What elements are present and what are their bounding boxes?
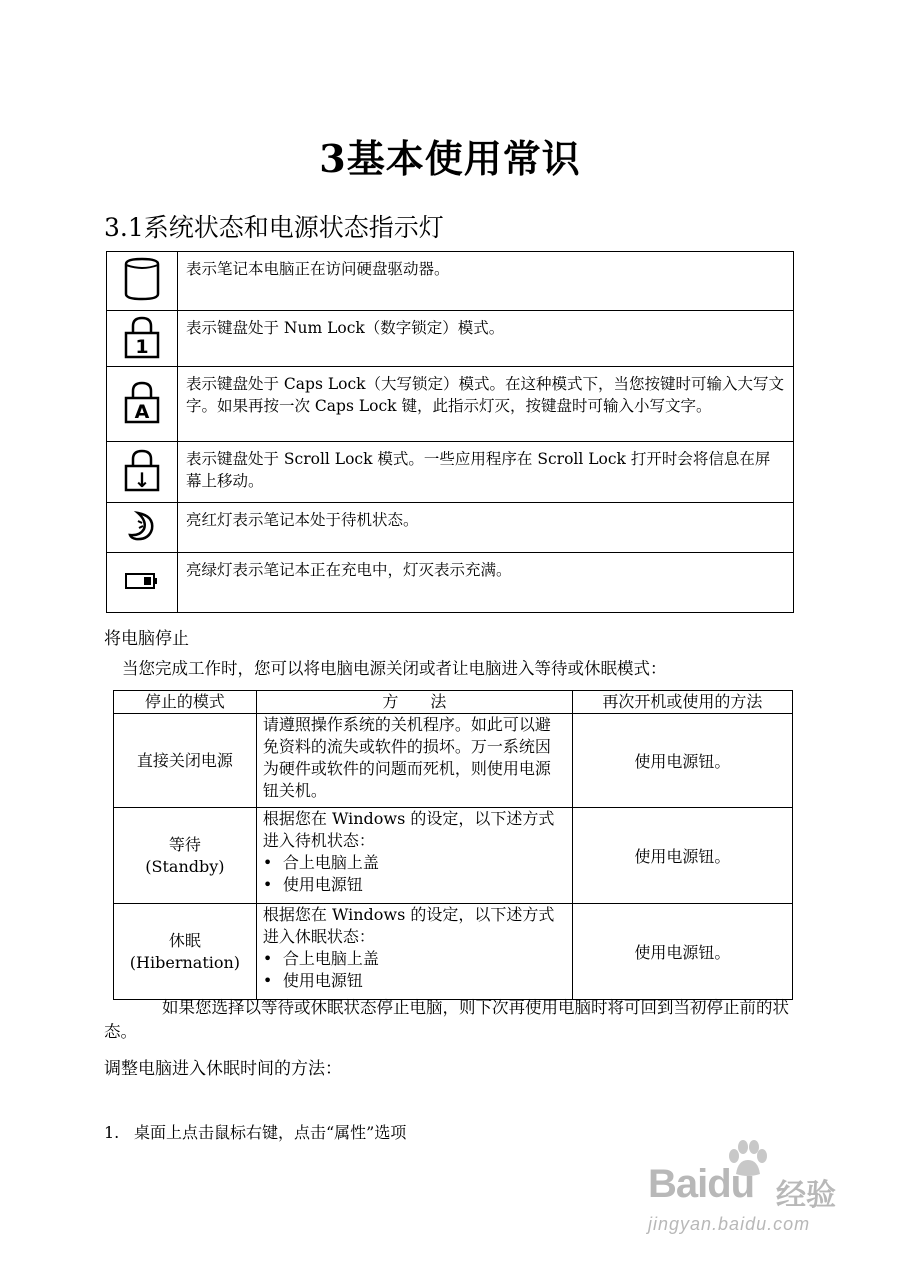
mode-name-en: (Hibernation): [129, 952, 241, 972]
num-lock-icon: [122, 314, 162, 360]
resume-cell: 使用电源钮。: [572, 714, 792, 808]
list-item: [263, 852, 566, 874]
mode-cell: [114, 808, 257, 904]
resume-cell: 使用电源钮。: [572, 904, 792, 1000]
step-number: 1.: [104, 1123, 120, 1142]
list-item: [263, 948, 566, 970]
header-method: 方 法: [256, 691, 572, 714]
indicator-row: [107, 442, 794, 503]
bullet-icon: •: [262, 949, 273, 968]
watermark-brand: Baidu: [648, 1162, 755, 1206]
mode-table: [113, 690, 793, 1000]
indicator-text: 表示键盘处于 Num Lock（数字锁定）模式。: [178, 311, 794, 367]
hibernate-heading: 调整电脑进入休眠时间的方法：: [104, 1059, 342, 1079]
standby-moon-icon: [124, 508, 160, 544]
mode-name: 休眠: [168, 930, 201, 950]
indicator-row: [107, 503, 794, 553]
watermark-url: jingyan.baidu.com: [648, 1214, 811, 1234]
indicator-text: 表示键盘处于 Scroll Lock 模式。一些应用程序在 Scroll Lock 打开时会将信息在屏幕上移动。: [178, 442, 794, 503]
indicator-table: [106, 251, 794, 613]
scroll-lock-icon-label: ↓: [133, 468, 151, 492]
header-mode: 停止的模式: [114, 691, 257, 714]
bullet-text: 使用电源钮: [282, 971, 363, 990]
stop-heading: 将电脑停止: [104, 629, 189, 649]
method-cell: [256, 808, 572, 904]
indicator-row: [107, 553, 794, 613]
list-item: [104, 1120, 406, 1143]
indicator-icon-cell: [107, 442, 178, 503]
section-heading: 3.1系统状态和电源状态指示灯: [104, 213, 444, 242]
scroll-lock-icon: [122, 447, 162, 493]
table-row: [114, 808, 793, 904]
bullet-text: 合上电脑上盖: [282, 853, 379, 872]
mode-name: 等待: [168, 834, 201, 854]
indicator-icon-cell: [107, 311, 178, 367]
method-text: 请遵照操作系统的关机程序。如此可以避免资料的流失或软件的损坏。万一系统因为硬件或软件的问题而死机，则使用电源钮关机。: [262, 715, 551, 800]
caps-lock-icon: [122, 379, 162, 425]
indicator-text: 亮绿灯表示笔记本正在充电中，灯灭表示充满。: [178, 553, 794, 613]
hdd-icon: [122, 256, 162, 302]
indicator-icon-cell: [107, 367, 178, 442]
indicator-icon-cell: [107, 553, 178, 613]
step-text: 桌面上点击鼠标右键，点击“属性”选项: [134, 1123, 407, 1142]
watermark-cn: 经验: [776, 1178, 836, 1213]
page-title: 3基本使用常识: [319, 136, 581, 181]
stop-intro: 当您完成工作时，您可以将电脑电源关闭或者让电脑进入等待或休眠模式：: [122, 659, 667, 678]
bullet-icon: •: [262, 853, 273, 872]
mode-table-header: [114, 691, 793, 714]
method-cell: [256, 904, 572, 1000]
bullet-text: 使用电源钮: [282, 875, 363, 894]
indicator-text: 表示键盘处于 Caps Lock（大写锁定）模式。在这种模式下，当您按键时可输入大写文字。如果再按一次 Caps Lock 键，此指示灯灭，按键盘时可输入小写文字。: [178, 367, 794, 442]
battery-icon: [124, 571, 160, 591]
after-text: 如果您选择以等待或休眠状态停止电脑，则下次再使用电脑时将可回到当初停止前的状态。: [104, 998, 789, 1041]
table-row: [114, 714, 793, 808]
header-resume: 再次开机或使用的方法: [572, 691, 792, 714]
mode-cell: [114, 714, 257, 808]
bullet-icon: •: [262, 971, 273, 990]
indicator-text: 表示笔记本电脑正在访问硬盘驱动器。: [178, 252, 794, 311]
mode-cell: [114, 904, 257, 1000]
bullet-icon: •: [262, 875, 273, 894]
bullet-text: 合上电脑上盖: [282, 949, 379, 968]
indicator-row: [107, 367, 794, 442]
mode-name-en: (Standby): [145, 856, 225, 876]
mode-name: 直接关闭电源: [136, 750, 233, 770]
indicator-row: [107, 311, 794, 367]
indicator-text: 亮红灯表示笔记本处于待机状态。: [178, 503, 794, 553]
indicator-icon-cell: [107, 252, 178, 311]
num-lock-icon-label: 1: [135, 335, 149, 358]
caps-lock-icon-label: A: [134, 401, 150, 423]
method-text: 根据您在 Windows 的设定，以下述方式进入休眠状态：: [262, 905, 555, 946]
watermark: [648, 1140, 858, 1250]
list-item: [263, 874, 566, 896]
indicator-row: [107, 252, 794, 311]
list-item: [263, 970, 566, 992]
resume-cell: 使用电源钮。: [572, 808, 792, 904]
indicator-icon-cell: [107, 503, 178, 553]
table-row: [114, 904, 793, 1000]
method-text: 根据您在 Windows 的设定，以下述方式进入待机状态：: [262, 809, 555, 850]
method-cell: [256, 714, 572, 808]
